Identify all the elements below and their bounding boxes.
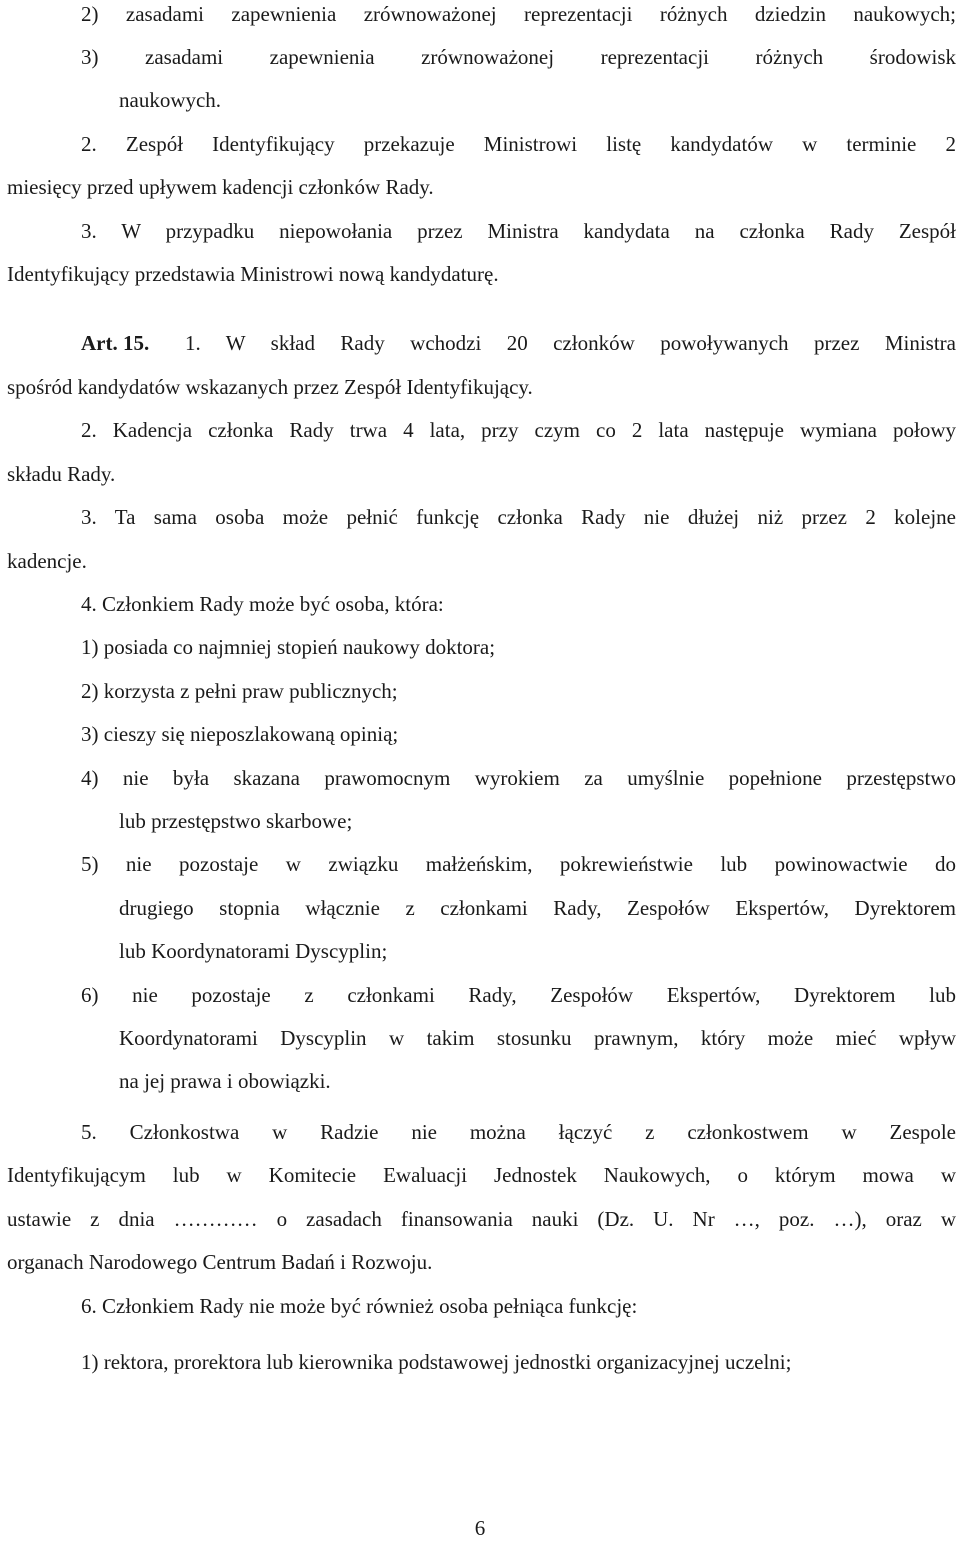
text-line: 5. Członkostwa w Radzie nie można łączyć z członkostwem w Zespole	[81, 1120, 956, 1144]
text-line: miesięcy przed upływem kadencji członków Rady.	[7, 175, 434, 199]
list-item-continuation: lub przestępstwo skarbowe;	[119, 809, 353, 833]
text-line: 2. Zespół Identyfikujący przekazuje Ministrowi listę kandydatów w terminie 2	[81, 132, 956, 156]
text-line: 4. Członkiem Rady może być osoba, która:	[81, 592, 444, 616]
text-line: 2) zasadami zapewnienia zrównoważonej reprezentacji różnych dziedzin naukowych;	[81, 2, 956, 26]
text-line: 1. W skład Rady wchodzi 20 członków powoływanych przez Ministra	[185, 331, 956, 355]
text-line: 2. Kadencja członka Rady trwa 4 lata, przy czym co 2 lata następuje wymiana połowy	[81, 418, 956, 442]
text-line: spośród kandydatów wskazanych przez Zespół Identyfikujący.	[7, 375, 533, 399]
text-line: kadencje.	[7, 549, 87, 573]
list-item: 2) korzysta z pełni praw publicznych;	[81, 679, 398, 703]
text-line: 6. Członkiem Rady nie może być również osoba pełniąca funkcję:	[81, 1294, 638, 1318]
list-item: 3) cieszy się nieposzlakowaną opinią;	[81, 722, 399, 746]
list-item: 5) nie pozostaje w związku małżeńskim, pokrewieństwie lub powinowactwie do	[81, 852, 956, 876]
text-line: Identyfikującym lub w Komitecie Ewaluacji Jednostek Naukowych, o którym mowa w	[7, 1163, 956, 1187]
list-item: 1) rektora, prorektora lub kierownika podstawowej jednostki organizacyjnej uczelni;	[81, 1350, 792, 1374]
list-item: 1) posiada co najmniej stopień naukowy doktora;	[81, 635, 496, 659]
text-line: 3. Ta sama osoba może pełnić funkcję członka Rady nie dłużej niż przez 2 kolejne	[81, 505, 956, 529]
article-number: Art. 15.	[81, 331, 150, 355]
list-item-continuation: na jej prawa i obowiązki.	[119, 1069, 331, 1093]
text-line: organach Narodowego Centrum Badań i Rozwoju.	[7, 1250, 433, 1274]
text-line: ustawie z dnia ………… o zasadach finansowania nauki (Dz. U. Nr …, poz. …), oraz w	[7, 1207, 956, 1231]
text-line: Identyfikujący przedstawia Ministrowi nową kandydaturę.	[7, 262, 499, 286]
list-item: 4) nie była skazana prawomocnym wyrokiem za umyślnie popełnione przestępstwo	[81, 766, 956, 790]
text-line: naukowych.	[119, 88, 222, 112]
list-item-continuation: lub Koordynatorami Dyscyplin;	[119, 939, 388, 963]
list-item-continuation: Koordynatorami Dyscyplin w takim stosunku prawnym, który może mieć wpływ	[119, 1026, 956, 1050]
page-number: 6	[474, 1516, 486, 1540]
article-heading	[81, 330, 149, 356]
list-item-continuation: drugiego stopnia włącznie z członkami Rady, Zespołów Ekspertów, Dyrektorem	[119, 896, 956, 920]
text-line: składu Rady.	[7, 462, 116, 486]
text-line: 3. W przypadku niepowołania przez Ministra kandydata na członka Rady Zespół	[81, 219, 956, 243]
text-line: 3) zasadami zapewnienia zrównoważonej reprezentacji różnych środowisk	[81, 45, 956, 69]
list-item: 6) nie pozostaje z członkami Rady, Zespołów Ekspertów, Dyrektorem lub	[81, 983, 956, 1007]
